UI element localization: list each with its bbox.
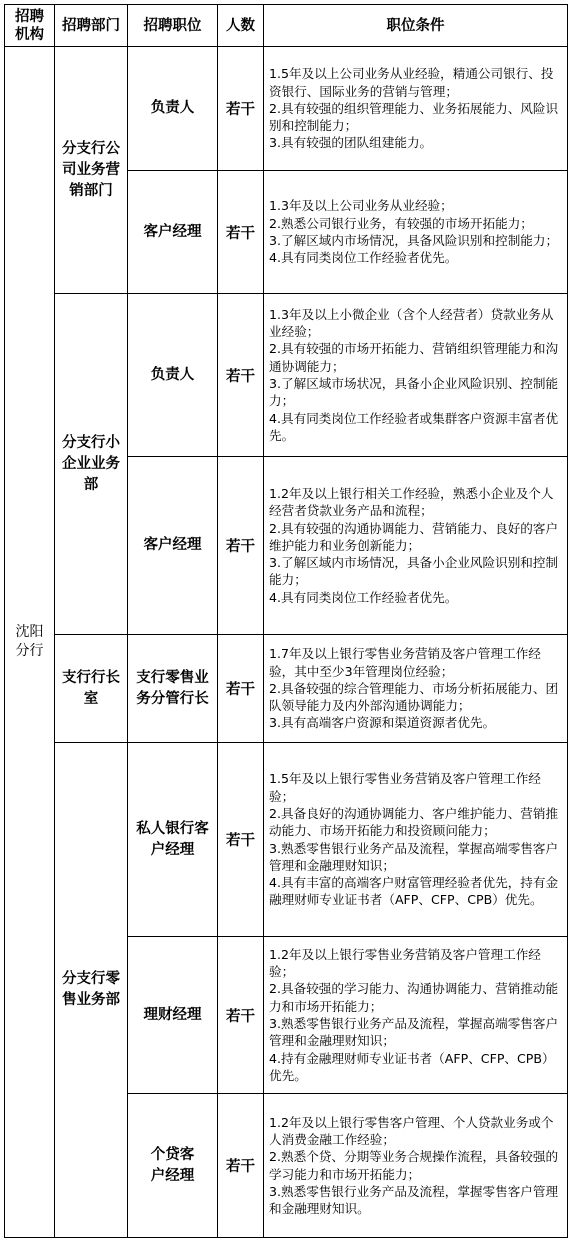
table-row bbox=[5, 294, 568, 457]
dept-name: 分支行小企业业务部 bbox=[62, 434, 120, 493]
header-row bbox=[5, 5, 568, 47]
requirement-item: 1.7年及以上银行零售业务营销及客户管理工作经验，其中至少3年管理岗位经验； bbox=[269, 646, 541, 679]
recruitment-table bbox=[4, 4, 568, 1238]
requirement-item: 1.5年及以上银行零售业务营销及客户管理工作经验； bbox=[269, 771, 541, 804]
position-cell bbox=[128, 635, 218, 743]
requirement-item: 2.具有较强的市场开拓能力、营销组织管理能力和沟通协调能力； bbox=[269, 341, 559, 374]
org-cell bbox=[5, 47, 55, 1238]
dept-name: 分支行公司业务营销部门 bbox=[62, 140, 120, 199]
table-row bbox=[5, 635, 568, 743]
requirements-cell bbox=[264, 743, 568, 937]
position-cell bbox=[128, 47, 218, 171]
requirements-cell bbox=[264, 1094, 568, 1238]
requirement-item: 4.具有丰富的高端客户财富管理经验者优先，持有金融理财师专业证书者（AFP、CFP、CPB）优先。 bbox=[269, 875, 559, 908]
requirement-item: 4.具有同类岗位工作经验者优先。 bbox=[269, 250, 458, 266]
header-dept: 招聘部门 bbox=[55, 5, 128, 47]
requirements-cell bbox=[264, 294, 568, 457]
position-count: 若干 bbox=[226, 1008, 255, 1025]
position-count: 若干 bbox=[226, 833, 255, 849]
requirement-item: 3.了解区域内市场情况，具备小企业风险识别和控制能力； bbox=[269, 555, 559, 588]
position-title: 负责人 bbox=[150, 366, 195, 383]
position-title: 客户经理 bbox=[143, 223, 202, 240]
requirement-item: 2.具备良好的沟通协调能力、客户维护能力、营销推动能力、市场开拓能力和投资顾问能力； bbox=[269, 805, 559, 839]
table-row bbox=[5, 47, 568, 171]
position-cell bbox=[128, 457, 218, 635]
dept-name: 支行行长室 bbox=[62, 669, 120, 707]
requirement-item: 3.具有高端客户资源和渠道资源者优先。 bbox=[269, 715, 496, 731]
requirement-item: 4.持有金融理财师专业证书者（AFP、CFP、CPB）优先。 bbox=[269, 1050, 555, 1083]
dept-cell bbox=[55, 47, 128, 294]
count-cell bbox=[218, 743, 264, 937]
dept-cell bbox=[55, 294, 128, 635]
requirement-item: 2.具备较强的学习能力、沟通协调能力、营销推动能力和市场开拓能力； bbox=[269, 981, 559, 1014]
position-count: 若干 bbox=[226, 102, 255, 118]
requirement-item: 3.熟悉零售银行业务产品及流程，掌握零售客户管理和金融理财知识。 bbox=[269, 1183, 559, 1217]
requirements-cell bbox=[264, 635, 568, 743]
count-cell bbox=[218, 294, 264, 457]
dept-cell bbox=[55, 743, 128, 1238]
count-cell bbox=[218, 171, 264, 294]
table-row bbox=[5, 743, 568, 937]
header-position: 招聘职位 bbox=[128, 5, 218, 47]
dept-name: 分支行零售业务部 bbox=[62, 971, 120, 1008]
requirement-item: 2.具备较强的综合管理能力、市场分析拓展能力、团队领导能力及内外部沟通协调能力； bbox=[269, 680, 559, 714]
requirement-item: 4.具有同类岗位工作经验者优先。 bbox=[269, 589, 458, 605]
count-cell bbox=[218, 635, 264, 743]
requirement-item: 3.了解区域市场状况，具备小企业风险识别、控制能力； bbox=[269, 376, 559, 409]
position-cell bbox=[128, 937, 218, 1094]
position-title: 负责人 bbox=[150, 100, 195, 116]
count-cell bbox=[218, 1094, 264, 1238]
position-cell bbox=[128, 743, 218, 937]
requirement-item: 1.2年及以上银行相关工作经验，熟悉小企业及个人经营者贷款业务产品和流程； bbox=[269, 485, 554, 519]
position-cell bbox=[128, 171, 218, 294]
requirement-item: 1.5年及以上公司业务从业经验，精通公司银行、投资银行、国际业务的营销与管理； bbox=[269, 66, 554, 99]
position-title: 理财经理 bbox=[143, 1006, 202, 1023]
requirement-item: 3.具有较强的团队组建能力。 bbox=[269, 135, 433, 151]
header-count: 人数 bbox=[218, 5, 264, 47]
requirement-item: 2.具有较强的组织管理能力、业务拓展能力、风险识别和控制能力； bbox=[269, 100, 559, 134]
requirements-cell bbox=[264, 937, 568, 1094]
position-cell bbox=[128, 1094, 218, 1238]
requirement-item: 3.熟悉零售银行业务产品及流程，掌握高端零售客户管理和金融理财知识； bbox=[269, 1016, 559, 1049]
requirements-cell bbox=[264, 457, 568, 635]
position-count: 若干 bbox=[226, 1159, 255, 1175]
header-org: 招聘机构 bbox=[5, 5, 55, 47]
position-title: 私人银行客户经理 bbox=[136, 820, 209, 858]
position-title: 支行零售业务分管行长 bbox=[136, 669, 209, 707]
requirement-item: 4.具有同类岗位工作经验者或集群客户资源丰富者优先。 bbox=[269, 410, 559, 443]
position-count: 若干 bbox=[226, 225, 255, 242]
requirement-item: 2.熟悉个贷、分期等业务合规操作流程，具备较强的学习能力和市场开拓能力； bbox=[269, 1149, 559, 1182]
requirement-item: 1.2年及以上银行零售业务营销及客户管理工作经验； bbox=[269, 946, 541, 980]
requirement-item: 2.具有较强的沟通协调能力、营销能力、良好的客户维护能力和业务创新能力； bbox=[269, 520, 559, 553]
position-count: 若干 bbox=[226, 682, 255, 698]
requirement-item: 1.2年及以上银行零售客户管理、个人贷款业务或个人消费金融工作经验； bbox=[269, 1114, 554, 1147]
position-count: 若干 bbox=[226, 368, 255, 385]
requirement-item: 2.熟悉公司银行业务，有较强的市场开拓能力； bbox=[269, 215, 533, 231]
position-title: 个贷客户经理 bbox=[150, 1146, 195, 1184]
dept-cell bbox=[55, 635, 128, 743]
requirements-cell bbox=[264, 171, 568, 294]
requirement-item: 1.3年及以上公司业务从业经验； bbox=[269, 198, 453, 214]
count-cell bbox=[218, 47, 264, 171]
position-count: 若干 bbox=[226, 539, 255, 555]
header-requirements: 职位条件 bbox=[264, 5, 568, 47]
requirements-cell bbox=[264, 47, 568, 171]
requirement-item: 3.了解区域内市场情况，具备风险识别和控制能力； bbox=[269, 233, 559, 248]
requirement-item: 1.3年及以上小微企业（含个人经营者）贷款业务从业经验； bbox=[269, 306, 554, 340]
org-name: 沈阳分行 bbox=[15, 624, 44, 659]
count-cell bbox=[218, 937, 264, 1094]
requirement-item: 3.熟悉零售银行业务产品及流程，掌握高端零售客户管理和金融理财知识； bbox=[269, 840, 559, 873]
position-title: 客户经理 bbox=[143, 537, 202, 553]
count-cell bbox=[218, 457, 264, 635]
position-cell bbox=[128, 294, 218, 457]
